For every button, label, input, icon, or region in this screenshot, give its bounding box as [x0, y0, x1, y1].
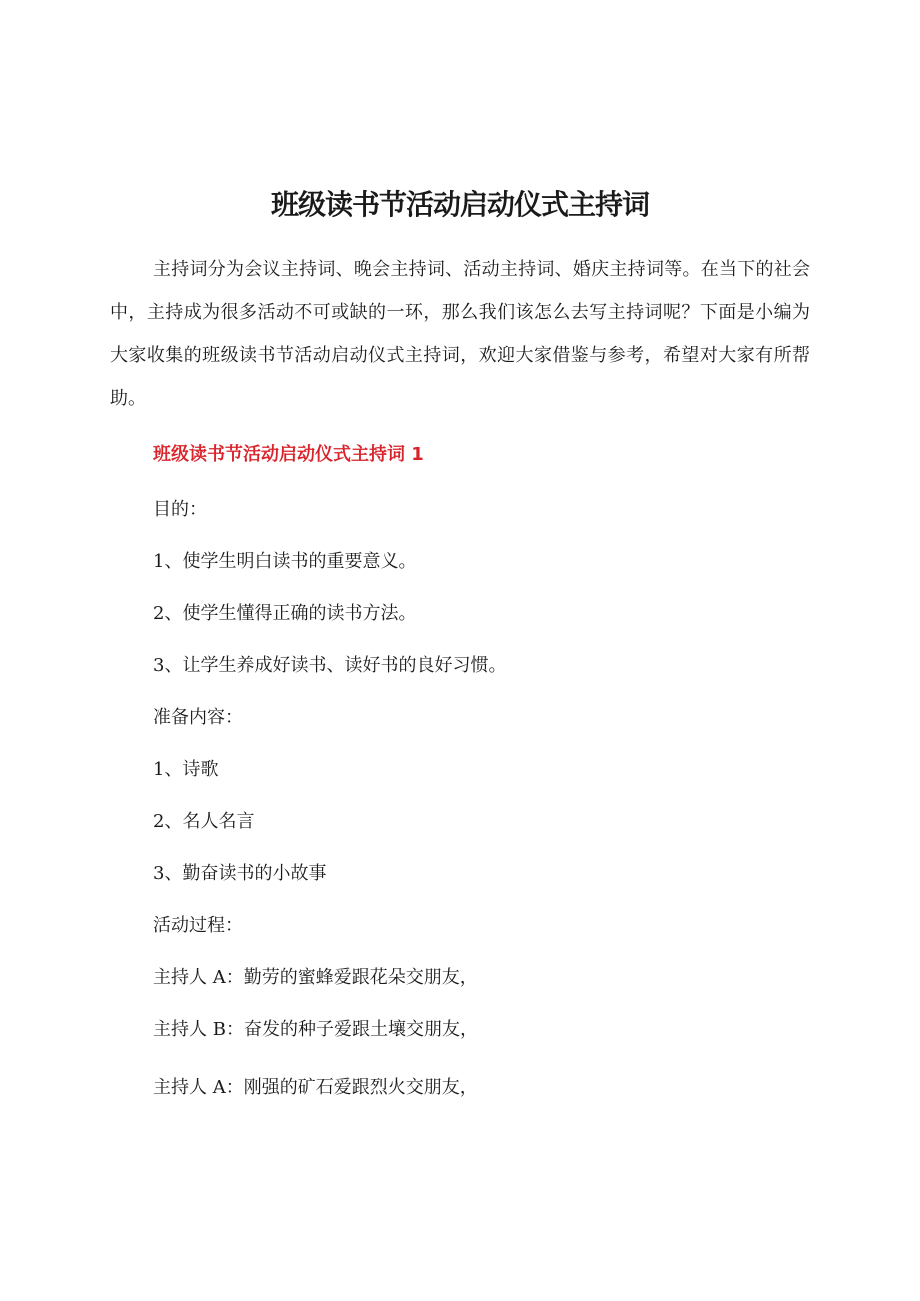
purpose-label: 目的：	[153, 499, 207, 520]
host-line: 主持人 A：刚强的矿石爱跟烈火交朋友，	[153, 1077, 478, 1098]
document-title: 班级读书节活动启动仪式主持词	[270, 188, 649, 221]
intro-paragraph: 主持词分为会议主持词、晚会主持词、活动主持词、婚庆主持词等。在当下的社会中，主持成为很多活动不可或缺的一环，那么我们该怎么去写主持词呢？下面是小编为大家收集的班级读书节活动启动仪式主持词，欢迎大家借鉴与参考，希望对大家有所帮助。	[110, 259, 810, 409]
process-label: 活动过程：	[153, 915, 243, 936]
preparation-item: 3、勤奋读书的小故事	[153, 863, 327, 884]
content-lines	[153, 495, 506, 1125]
preparation-item: 1、诗歌	[153, 759, 219, 780]
purpose-item: 2、使学生懂得正确的读书方法。	[153, 603, 417, 624]
host-line: 主持人 A：勤劳的蜜蜂爱跟花朵交朋友，	[153, 967, 478, 988]
preparation-label: 准备内容：	[153, 707, 243, 728]
purpose-item: 3、让学生养成好读书、读好书的良好习惯。	[153, 655, 507, 676]
section-heading: 班级读书节活动启动仪式主持词 1	[153, 444, 424, 465]
host-line: 主持人 B：奋发的种子爱跟土壤交朋友，	[153, 1019, 478, 1040]
purpose-item: 1、使学生明白读书的重要意义。	[153, 551, 417, 572]
preparation-item: 2、名人名言	[153, 811, 255, 832]
